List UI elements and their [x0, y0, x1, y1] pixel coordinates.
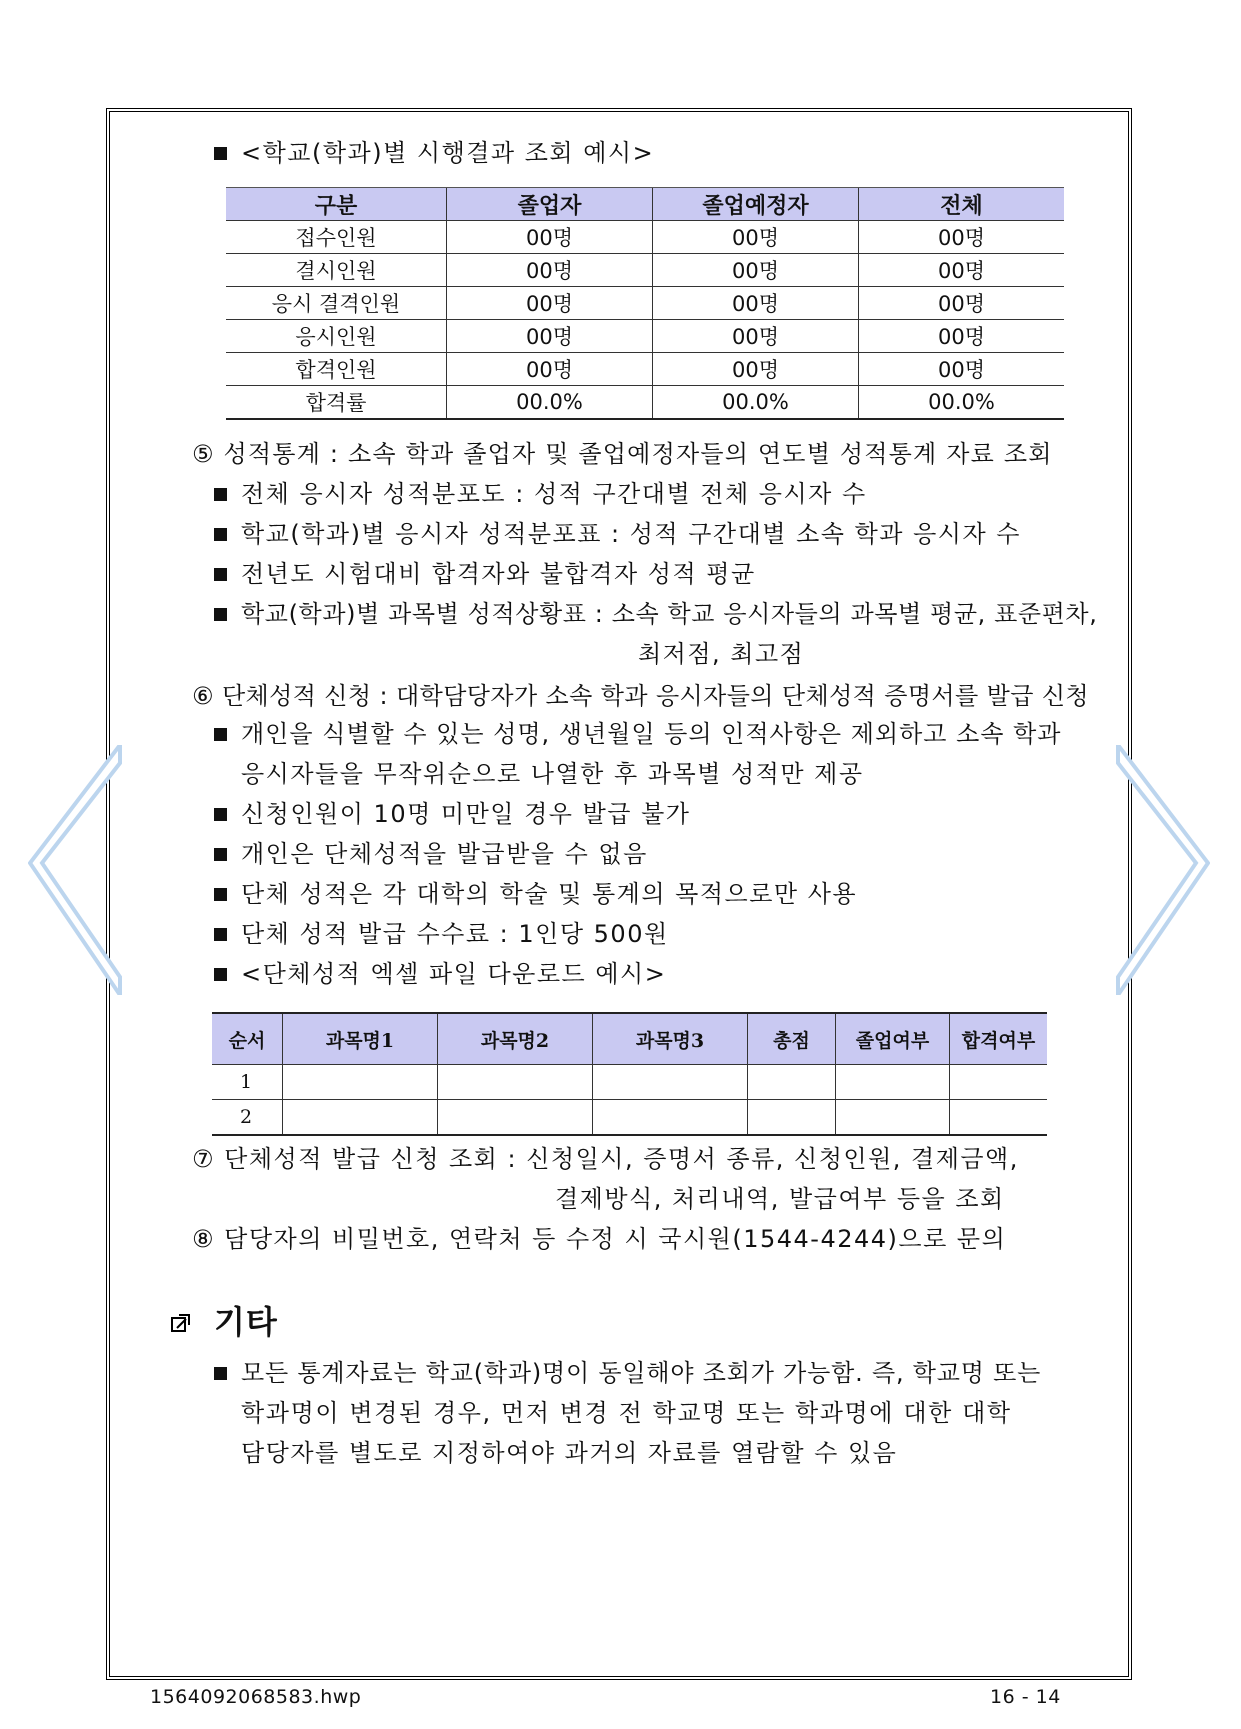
bullet-marker	[214, 848, 227, 861]
table1-header: 구분	[226, 188, 447, 221]
table-cell: 00명	[859, 221, 1065, 254]
table-cell: 2	[212, 1100, 283, 1136]
table-row	[226, 254, 1064, 287]
footer-filename: 1564092068583.hwp	[150, 1686, 362, 1708]
bullet-marker	[214, 888, 227, 901]
table-cell: 접수인원	[226, 221, 447, 254]
section5-bullet: 전체 응시자 성적분포도 : 성적 구간대별 전체 응시자 수	[241, 480, 867, 508]
table-cell: 00명	[447, 320, 653, 353]
table-cell: 00명	[653, 353, 859, 386]
memo-icon	[170, 1312, 192, 1334]
table-cell: 결시인원	[226, 254, 447, 287]
next-page-arrow-icon[interactable]	[1110, 745, 1210, 995]
table-row	[226, 386, 1064, 420]
table-cell: 00명	[447, 254, 653, 287]
table-cell: 00명	[859, 287, 1065, 320]
group-score-table	[212, 1012, 1047, 1136]
section5-bullet: 학교(학과)별 과목별 성적상황표 : 소속 학교 응시자들의 과목별 평균, 표준편차,	[241, 600, 1098, 628]
table-cell	[283, 1065, 438, 1100]
table-cell	[950, 1065, 1048, 1100]
table-cell: 00명	[653, 221, 859, 254]
table-cell	[950, 1100, 1048, 1136]
etc-heading: 기타	[214, 1303, 278, 1341]
bullet-marker	[214, 808, 227, 821]
table-row	[212, 1100, 1047, 1136]
section6-bullet: <단체성적 엑셀 파일 다운로드 예시>	[241, 960, 667, 988]
table-cell	[283, 1100, 438, 1136]
section6-bullet: 신청인원이 10명 미만일 경우 발급 불가	[241, 800, 691, 828]
table2-header: 과목명1	[283, 1013, 438, 1065]
etc-text: 담당자를 별도로 지정하여야 과거의 자료를 열람할 수 있음	[241, 1439, 898, 1467]
table-cell	[836, 1065, 950, 1100]
table-cell: 응시인원	[226, 320, 447, 353]
bullet-marker	[214, 928, 227, 941]
table-cell: 1	[212, 1065, 283, 1100]
section5-bullet-continued: 최저점, 최고점	[638, 640, 805, 668]
section8-title: ⑧ 담당자의 비밀번호, 연락처 등 수정 시 국시원(1544-4244)으로 문의	[192, 1225, 1007, 1253]
table2-header: 졸업여부	[836, 1013, 950, 1065]
section5-bullet: 전년도 시험대비 합격자와 불합격자 성적 평균	[241, 560, 756, 588]
section6-bullet: 단체 성적은 각 대학의 학술 및 통계의 목적으로만 사용	[241, 880, 858, 908]
table1-caption: <학교(학과)별 시행결과 조회 예시>	[241, 139, 655, 167]
table-cell	[438, 1065, 593, 1100]
table1-header: 전체	[859, 188, 1065, 221]
table2-header: 총점	[748, 1013, 836, 1065]
table-cell: 응시 결격인원	[226, 287, 447, 320]
table-row	[212, 1065, 1047, 1100]
table-cell: 00명	[859, 353, 1065, 386]
table-cell	[836, 1100, 950, 1136]
table2-header: 순서	[212, 1013, 283, 1065]
section5-title: ⑤ 성적통계 : 소속 학과 졸업자 및 졸업예정자들의 연도별 성적통계 자료 조회	[192, 440, 1053, 468]
table2-header: 과목명2	[438, 1013, 593, 1065]
table-cell: 00.0%	[653, 386, 859, 420]
table-row	[226, 221, 1064, 254]
bullet-marker	[214, 147, 227, 160]
table-cell	[438, 1100, 593, 1136]
section6-bullet: 개인은 단체성적을 발급받을 수 없음	[241, 840, 648, 868]
bullet-marker	[214, 608, 227, 621]
table-cell: 00.0%	[447, 386, 653, 420]
bullet-marker	[214, 488, 227, 501]
table-cell: 00명	[447, 287, 653, 320]
table-cell: 00명	[447, 221, 653, 254]
section6-bullet-continued: 응시자들을 무작위순으로 나열한 후 과목별 성적만 제공	[241, 760, 864, 788]
table-cell	[593, 1100, 748, 1136]
bullet-marker	[214, 728, 227, 741]
table2-header: 합격여부	[950, 1013, 1048, 1065]
etc-text: 학과명이 변경된 경우, 먼저 변경 전 학교명 또는 학과명에 대한 대학	[241, 1399, 1012, 1427]
section6-bullet: 단체 성적 발급 수수료 : 1인당 500원	[241, 920, 669, 948]
table-cell: 00명	[447, 353, 653, 386]
table2-header: 과목명3	[593, 1013, 748, 1065]
section5-bullet: 학교(학과)별 응시자 성적분포표 : 성적 구간대별 소속 학과 응시자 수	[241, 520, 1021, 548]
table-cell: 00명	[653, 320, 859, 353]
bullet-marker	[214, 528, 227, 541]
table-cell: 00명	[653, 254, 859, 287]
table-row	[226, 353, 1064, 386]
table-cell: 00명	[859, 320, 1065, 353]
table-cell: 00명	[859, 254, 1065, 287]
bullet-marker	[214, 568, 227, 581]
table-row	[226, 287, 1064, 320]
table-cell: 00명	[653, 287, 859, 320]
table1-header: 졸업자	[447, 188, 653, 221]
bullet-marker	[214, 968, 227, 981]
section6-title: ⑥ 단체성적 신청 : 대학담당자가 소속 학과 응시자들의 단체성적 증명서를 발급 신청	[192, 682, 1089, 710]
table-cell	[748, 1065, 836, 1100]
previous-page-arrow-icon[interactable]	[28, 745, 128, 995]
table-row	[226, 320, 1064, 353]
etc-text: 모든 통계자료는 학교(학과)명이 동일해야 조회가 가능함. 즉, 학교명 또는	[241, 1359, 1042, 1387]
footer-page-number: 16 - 14	[990, 1686, 1061, 1708]
table-cell: 합격률	[226, 386, 447, 420]
section7-continued: 결제방식, 처리내역, 발급여부 등을 조회	[555, 1185, 1005, 1213]
section6-bullet: 개인을 식별할 수 있는 성명, 생년월일 등의 인적사항은 제외하고 소속 학과	[241, 720, 1062, 748]
table-cell	[748, 1100, 836, 1136]
bullet-marker	[214, 1367, 227, 1380]
results-table	[226, 187, 1064, 420]
table1-header: 졸업예정자	[653, 188, 859, 221]
section7-title: ⑦ 단체성적 발급 신청 조회 : 신청일시, 증명서 종류, 신청인원, 결제금액,	[192, 1145, 1019, 1173]
table-cell: 00.0%	[859, 386, 1065, 420]
table-cell	[593, 1065, 748, 1100]
table-cell: 합격인원	[226, 353, 447, 386]
